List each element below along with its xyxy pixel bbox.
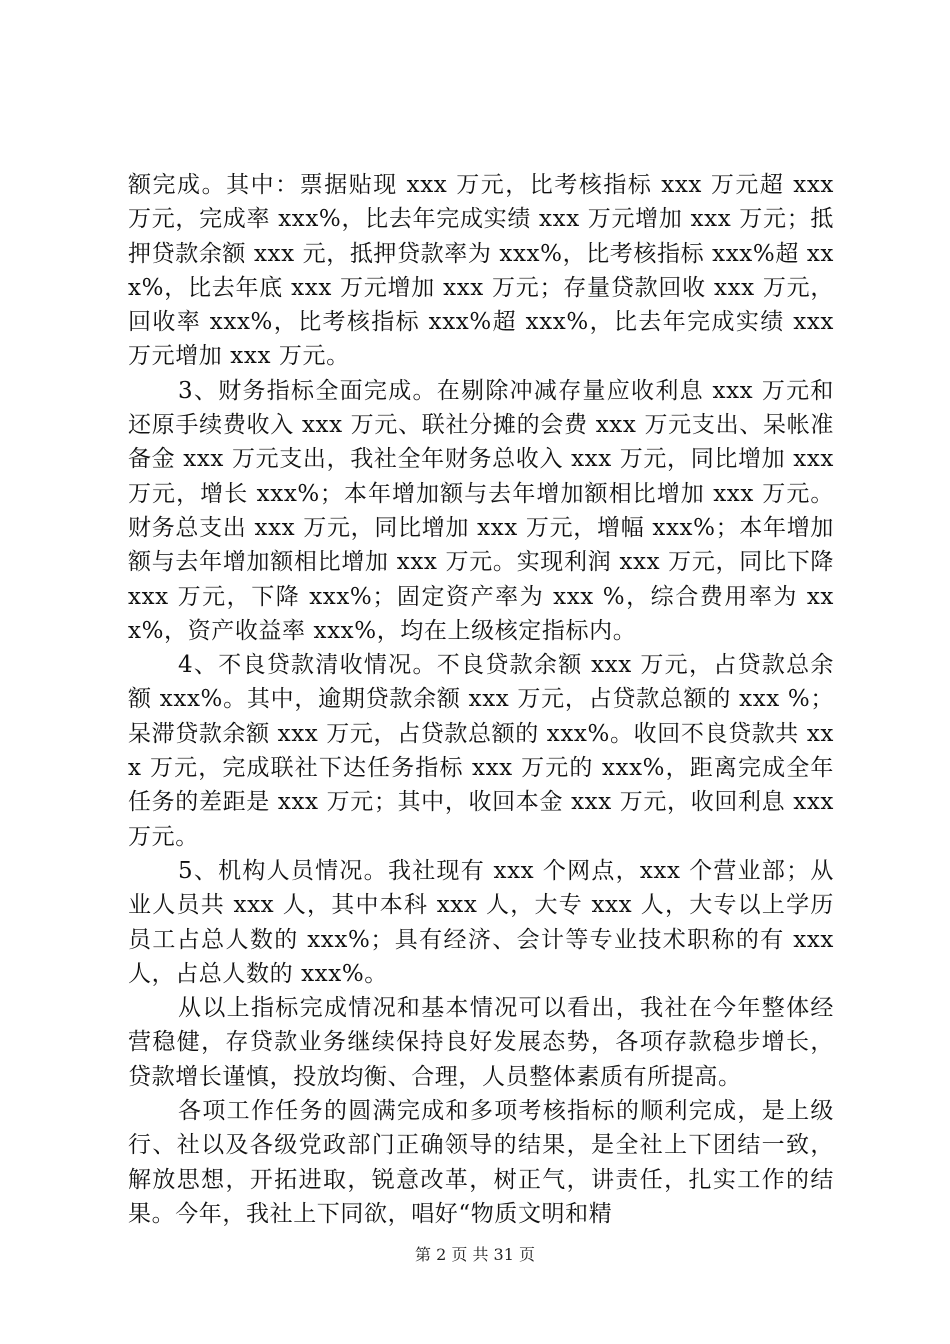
document-body xyxy=(128,168,834,1231)
paragraph-bad-loans: 4、不良贷款清收情况。不良贷款余额 xxx 万元，占贷款总余额 xxx%。其中，逾期贷款余额 xxx 万元，占贷款总额的 xxx %；呆滞贷款余额 xxx 万元，占贷款总额的 xxx%。收回不良贷款共 xxx 万元，完成联社下达任务指标 xxx 万元的 xxx%，距离完成全年任务的差距是 xxx 万元；其中，收回本金 xxx 万元，收回利息 xxx 万元。 xyxy=(128,652,834,850)
paragraph-staff: 5、机构人员情况。我社现有 xxx 个网点，xxx 个营业部；从业人员共 xxx 人，其中本科 xxx 人，大专 xxx 人，大专以上学历员工占总人数的 xxx%；具有经济、会计等专业技术职称的有 xxx 人，占总人数的 xxx%。 xyxy=(128,857,834,987)
paragraph-summary: 从以上指标完成情况和基本情况可以看出，我社在今年整体经营稳健，存贷款业务继续保持良好发展态势，各项存款稳步增长，贷款增长谨慎，投放均衡、合理，人员整体素质有所提高。 xyxy=(128,995,834,1090)
paragraph-financial-indicators: 3、财务指标全面完成。在剔除冲减存量应收利息 xxx 万元和还原手续费收入 xxx 万元、联社分摊的会费 xxx 万元支出、呆帐准备金 xxx 万元支出，我社全年财务总收入 xxx 万元，同比增加 xxx 万元，增长 xxx%；本年增加额与去年增加额相比增加 xxx 万元。财务总支出 xxx 万元，同比增加 xxx 万元，增幅 xxx%；本年增加额与去年增加额相比增加 xxx 万元。实现利润 xxx 万元，同比下降 xxx 万元，下降 xxx%；固定资产率为 xxx %，综合费用率为 xxx%，资产收益率 xxx%，均在上级核定指标内。 xyxy=(128,377,834,644)
paragraph-achievements: 各项工作任务的圆满完成和多项考核指标的顺利完成，是上级行、社以及各级党政部门正确领导的结果，是全社上下团结一致，解放思想，开拓进取，锐意改革，树正气，讲责任，扎实工作的结果。今年，我社上下同欲，唱好“物质文明和精 xyxy=(128,1098,834,1227)
paragraph-loan-details: 额完成。其中：票据贴现 xxx 万元，比考核指标 xxx 万元超 xxx 万元，完成率 xxx%，比去年完成实绩 xxx 万元增加 xxx 万元；抵押贷款余额 xxx 元，抵押贷款率为 xxx%，比考核指标 xxx%超 xxx%，比去年底 xxx 万元增加 xxx 万元；存量贷款回收 xxx 万元，回收率 xxx%，比考核指标 xxx%超 xxx%，比去年完成实绩 xxx 万元增加 xxx 万元。 xyxy=(128,172,834,370)
page-footer: 第 2 页 共 31 页 xyxy=(415,1245,535,1264)
